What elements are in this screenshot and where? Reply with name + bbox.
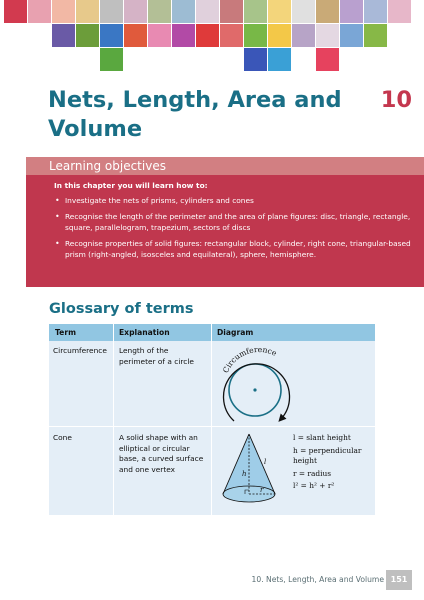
column-header-term: Term bbox=[55, 328, 76, 337]
objective-item bbox=[54, 195, 414, 206]
decorative-square bbox=[388, 0, 411, 23]
column-divider bbox=[113, 324, 114, 515]
decorative-square bbox=[340, 0, 363, 23]
objective-text: Recognise properties of solid figures: rectangular block, cylinder, right cone, triangular-based prism (right-angled, isosceles and equilateral), sphere, hemisphere. bbox=[65, 239, 411, 259]
decorative-square bbox=[268, 0, 291, 23]
column-divider bbox=[211, 324, 212, 515]
glossary-title: Glossary of terms bbox=[49, 301, 194, 317]
circumference-diagram bbox=[215, 344, 305, 426]
decorative-square bbox=[316, 24, 339, 47]
decorative-square bbox=[220, 24, 243, 47]
circumference-label-path: Circumference bbox=[220, 344, 279, 375]
bullet-icon: • bbox=[55, 196, 60, 205]
cone-label-h: h bbox=[242, 470, 247, 478]
decorative-square bbox=[76, 24, 99, 47]
decorative-square bbox=[268, 24, 291, 47]
column-header-explanation: Explanation bbox=[119, 328, 170, 337]
decorative-square bbox=[268, 48, 291, 71]
learning-objectives-box bbox=[26, 175, 424, 287]
decorative-square bbox=[292, 0, 315, 23]
decorative-square bbox=[52, 0, 75, 23]
term-circumference: Circumference bbox=[53, 346, 107, 355]
decorative-square bbox=[76, 0, 99, 23]
decorative-square bbox=[196, 0, 219, 23]
decorative-square bbox=[196, 24, 219, 47]
chapter-title: Nets, Length, Area and Volume bbox=[48, 87, 342, 142]
decorative-square bbox=[52, 24, 75, 47]
decorative-square bbox=[220, 0, 243, 23]
decorative-square bbox=[244, 0, 267, 23]
cone-label-l: l bbox=[264, 458, 267, 466]
decorative-square bbox=[148, 24, 171, 47]
decorative-square bbox=[244, 24, 267, 47]
cone-label-r: r bbox=[260, 486, 264, 494]
decorative-square bbox=[172, 0, 195, 23]
bullet-icon: • bbox=[55, 239, 60, 248]
decorative-square bbox=[316, 0, 339, 23]
explanation-cone: A solid shape with an elliptical or circular base, a curved surface and one vertex bbox=[119, 433, 204, 474]
decorative-square bbox=[340, 24, 363, 47]
learning-objectives-heading: Learning objectives bbox=[26, 157, 424, 175]
decorative-square bbox=[124, 24, 147, 47]
objective-text: Recognise the length of the perimeter and the area of plane figures: disc, triangle, rectangle, square, parallelogram, trapezium, sectors of discs bbox=[65, 212, 411, 232]
decorative-square bbox=[100, 48, 123, 71]
glossary-table bbox=[49, 324, 375, 515]
cone-diagram bbox=[215, 430, 285, 506]
decorative-square bbox=[364, 0, 387, 23]
decorative-square bbox=[292, 24, 315, 47]
legend-pythagoras: l² = h² + r² bbox=[293, 481, 335, 491]
learning-objectives-intro: In this chapter you will learn how to: bbox=[54, 181, 208, 190]
bullet-icon: • bbox=[55, 212, 60, 221]
decorative-square bbox=[100, 24, 123, 47]
glossary-table-header bbox=[49, 324, 375, 341]
decorative-square bbox=[364, 24, 387, 47]
cone-legend bbox=[293, 433, 373, 492]
chapter-number: 10 bbox=[380, 87, 412, 113]
decorative-square bbox=[148, 0, 171, 23]
term-cone: Cone bbox=[53, 433, 72, 442]
decorative-square bbox=[244, 48, 267, 71]
column-header-diagram: Diagram bbox=[217, 328, 254, 337]
explanation-circumference: Length of the perimeter of a circle bbox=[119, 346, 194, 366]
legend-radius: r = radius bbox=[293, 468, 332, 478]
decorative-square bbox=[124, 0, 147, 23]
row-divider bbox=[49, 426, 375, 427]
legend-slant-height: l = slant height bbox=[293, 433, 351, 442]
decorative-square bbox=[28, 0, 51, 23]
objective-item bbox=[54, 211, 414, 233]
decorative-square bbox=[172, 24, 195, 47]
objective-text: Investigate the nets of prisms, cylinders and cones bbox=[65, 196, 254, 205]
page-number: 151 bbox=[386, 570, 412, 590]
legend-perpendicular-height: h = perpendicular height bbox=[293, 445, 362, 466]
decorative-square bbox=[4, 0, 27, 23]
decorative-square bbox=[316, 48, 339, 71]
decorative-square bbox=[100, 0, 123, 23]
objective-item bbox=[54, 238, 414, 260]
running-head: 10. Nets, Length, Area and Volume bbox=[251, 575, 384, 584]
learning-objectives-list bbox=[54, 195, 414, 260]
